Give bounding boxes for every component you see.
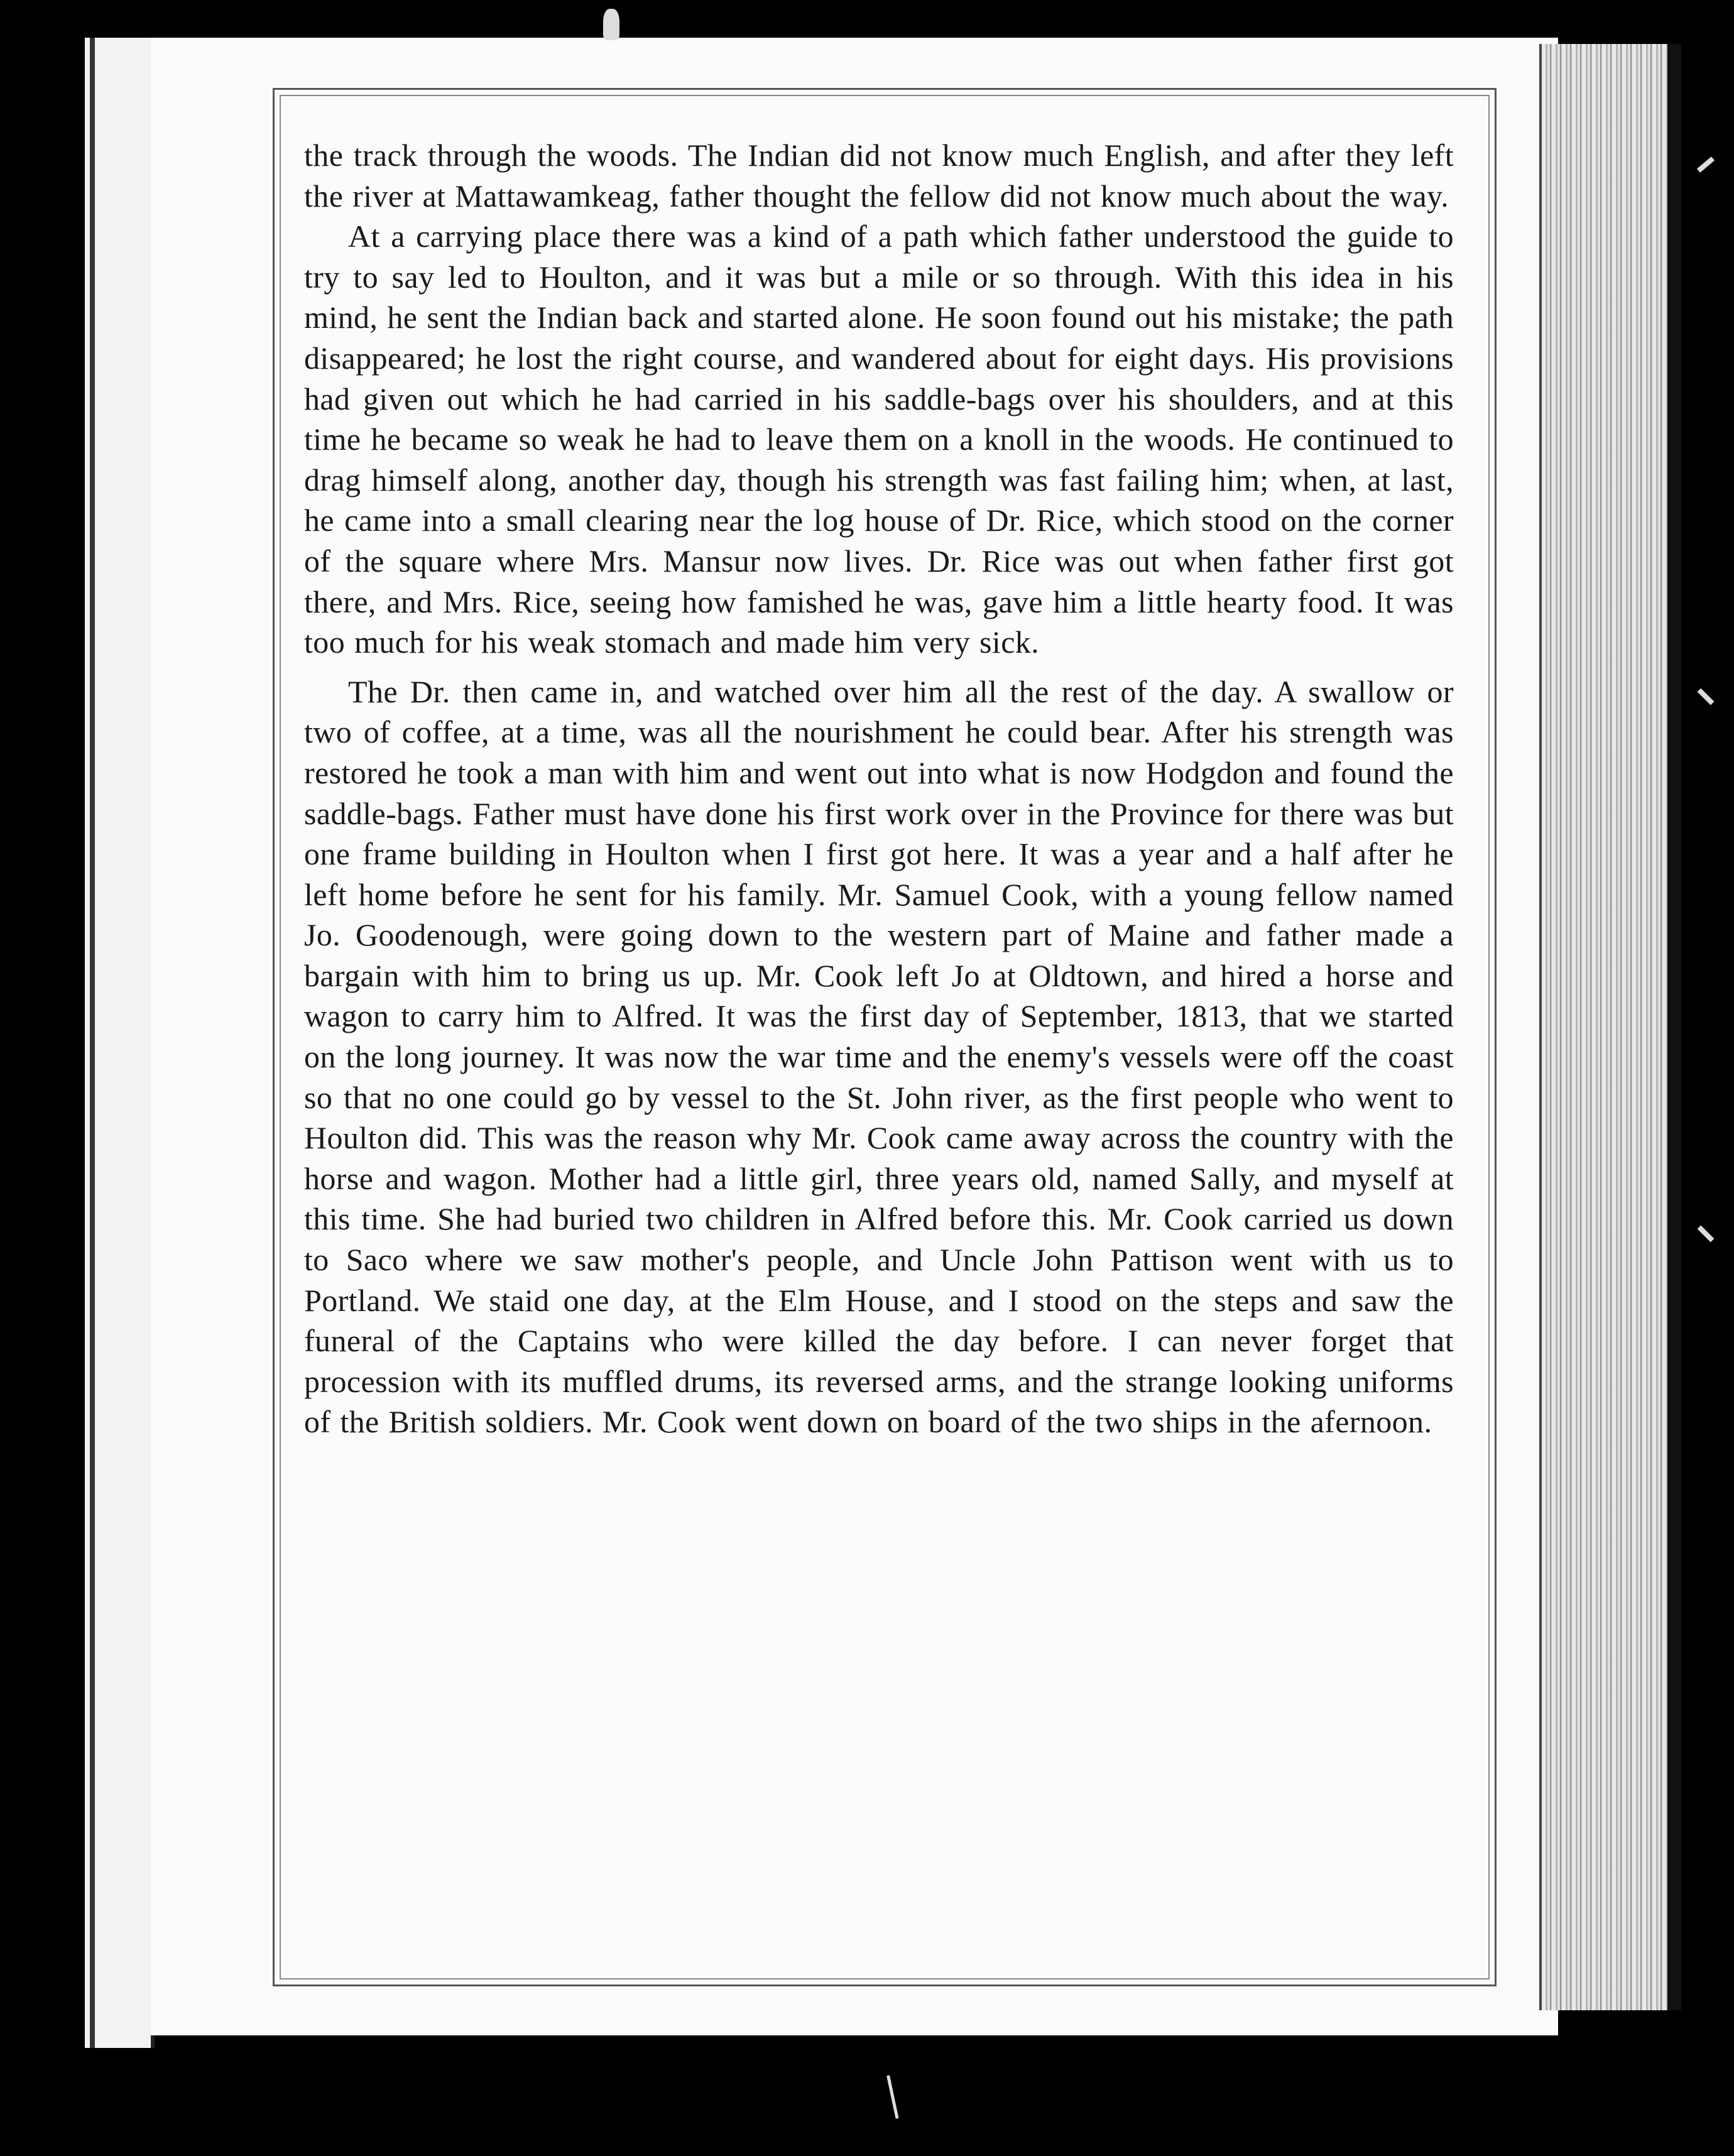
paragraph-continued: the track through the woods. The Indian did not know much English, and after they left the river at Mattawamkeag, father thought the fellow did not know much about the way. bbox=[304, 138, 1454, 214]
paragraph: The Dr. then came in, and watched over him all the rest of the day. A swallow or two of coffee, at a time, was all the nourishment he could bear. After his strength was restored he took a man with him and went out into what is now Hodgdon and found the saddle-bags. Father must have done his first work over in the Province for there was but one frame building in Houlton when I first got here. It was a year and a half after he left home before he sent for his family. Mr. Samuel Cook, with a young fellow named Jo. Goodenough, were going down to the western part of Maine and father made a bargain with him to bring us up. Mr. Cook left Jo at Oldtown, and hired a horse and wagon to carry him to Alfred. It was the first day of September, 1813, that we started on the long journey. It was now the war time and the enemy's vessels were off the coast so that no one could go by vessel to the St. John river, as the first people who went to Houlton did. This was the reason why Mr. Cook came away across the country with the horse and wagon. Mother had a little girl, three years old, named Sally, and myself at this time. She had buried two children in Alfred before this. Mr. Cook carried us down to Saco where we saw mother's people, and Uncle John Pattison went with us to Portland. We staid one day, at the Elm House, and I stood on the steps and saw the funeral of the Captains who were killed the day before. I can never forget that procession with its muffled drums, its reversed arms, and the strange looking uniforms of the British soldiers. Mr. Cook went down on board of the two ships in the afernoon. bbox=[304, 673, 1454, 1440]
binding-crease bbox=[90, 38, 95, 2048]
scan-artifact-right-1 bbox=[1697, 156, 1715, 172]
paragraph: At a carrying place there was a kind of a path which father understood the guide to try to say led to Houlton, and it was but a mile or so through. With this idea in his mind, he sent the Indian back and started alone. He soon found out his mistake; the path disappeared; he lost the right course, and wandered about for eight days. His provisions had given out which he had carried in his saddle-bags over his shoulders, and at this time he became so weak he had to leave them on a knoll in the woods. He continued to drag himself along, another day, though his strength was fast failing him; when, at last, he came into a small clearing near the log house of Dr. Rice, which stood on the corner of the square where Mrs. Mansur now lives. Dr. Rice was out when father first got there, and Mrs. Rice, seeing how famished he was, gave him a little hearty food. It was too much for his weak stomach and made him very sick. bbox=[304, 219, 1454, 660]
page-text-body bbox=[304, 135, 1454, 1442]
scan-artifact-right-2 bbox=[1698, 689, 1715, 705]
facing-page-edge bbox=[85, 38, 155, 2048]
scan-artifact-top bbox=[603, 9, 619, 40]
scan-artifact-right-3 bbox=[1698, 1226, 1715, 1243]
page-stack-edges bbox=[1539, 44, 1667, 2010]
scan-artifact-bottom bbox=[886, 2071, 917, 2119]
